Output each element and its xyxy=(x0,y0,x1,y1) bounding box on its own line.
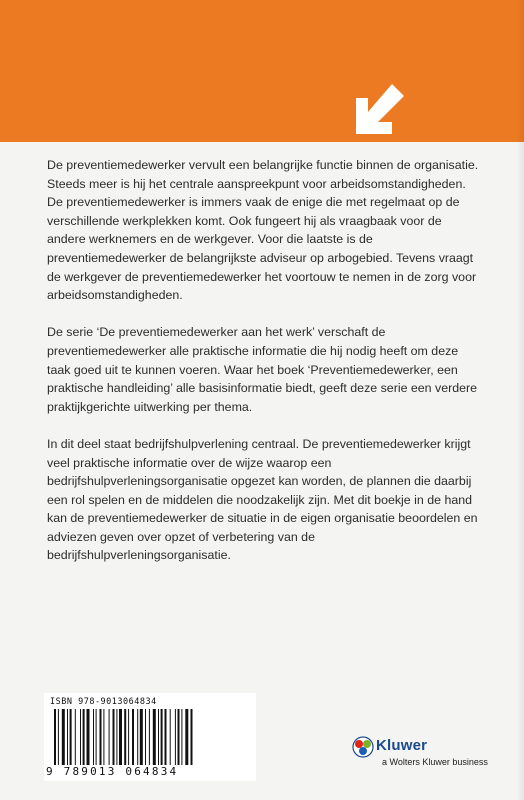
orange-header-band xyxy=(0,0,524,142)
blurb-paragraph-1: De preventiemedewerker vervult een belangrijke functie binnen de organisatie. Steeds meer is hij het centrale aanspreekpunt voor arbeidsomstandigheden. De preventiemedewerker is immers vaak de enige die met regelmaat op de verschillende werkplekken komt. Ook fungeert hij als vraagbaak voor de andere werknemers en de werkgever. Voor die laatste is de preventiemedewerker de belangrijkste adviseur op arbogebied. Tevens vraagt de werkgever de preventiemedewerker het voortouw te nemen in de zorg voor arbeidsomstandigheden. xyxy=(47,158,479,303)
isbn-label: ISBN 978-9013064834 xyxy=(50,697,157,707)
barcode-block xyxy=(44,693,256,781)
blurb-text xyxy=(47,156,481,584)
arrow-down-left-icon xyxy=(352,78,408,134)
publisher-name: Kluwer xyxy=(376,737,428,754)
publisher-logo xyxy=(352,734,502,778)
barcode-digits: 9 789013 064834 xyxy=(46,765,179,778)
barcode-bars xyxy=(52,709,248,765)
cover-edge-shadow xyxy=(516,0,524,800)
publisher-subline: a Wolters Kluwer business xyxy=(382,757,488,767)
blurb-paragraph-3: In dit deel staat bedrijfshulpverlening centraal. De preventiemedewerker krijgt veel praktische informatie over de wijze waarop een bedrijfshulpverleningsorganisatie opgezet kan worden, de plannen die daarbij een rol spelen en de middelen die noodzakelijk zijn. Met dit boekje in de hand kan de preventiemedewerker de situatie in de eigen organisatie beoordelen en adviezen geven over opzet of verbetering van de bedrijfshulpverleningsorganisatie. xyxy=(47,436,478,563)
kluwer-logo-icon xyxy=(352,736,374,758)
blurb-paragraph-2: De serie ‘De preventiemedewerker aan het werk’ verschaft de preventiemedewerker alle praktische informatie die hij nodig heeft om deze taak goed uit te kunnen voeren. Waar het boek ‘Preventiemedewerker, een praktische handleiding’ alle basisinformatie biedt, geeft deze serie een verdere praktijkgerichte uitwerking per thema. xyxy=(47,325,478,414)
